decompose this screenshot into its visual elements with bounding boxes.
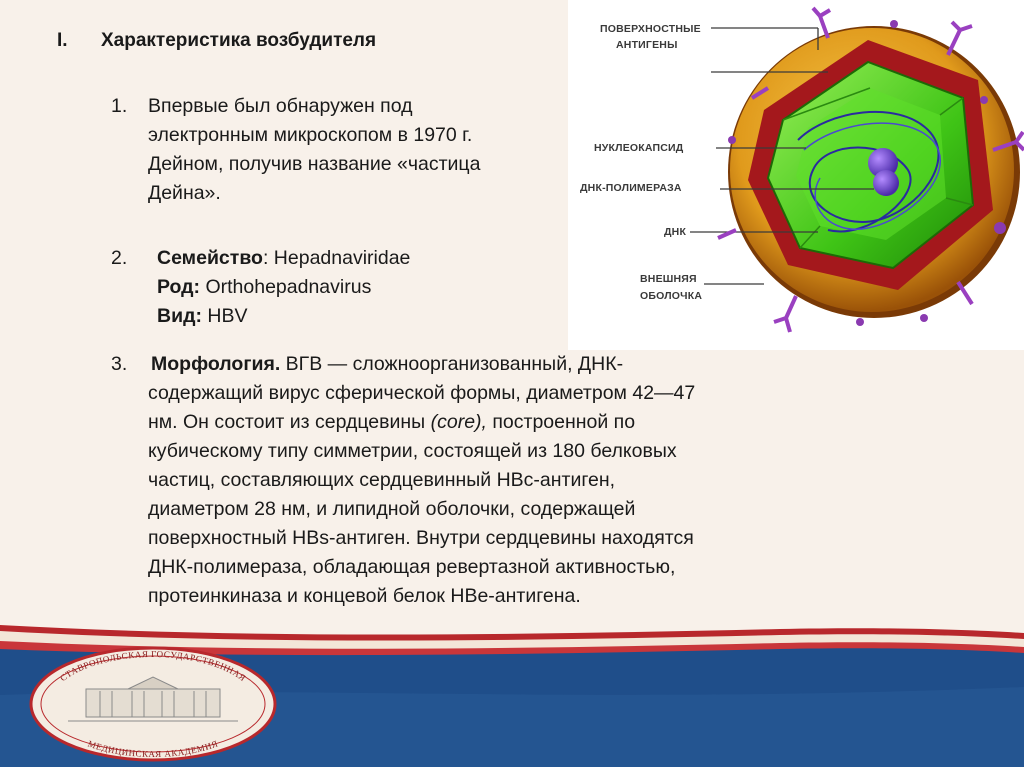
logo-top-text: СТАВРОПОЛЬСКАЯ ГОСУДАРСТВЕННАЯ	[58, 648, 248, 684]
morphology-title: Морфология.	[151, 353, 281, 375]
list-number: 2.	[111, 247, 128, 269]
text-line	[148, 350, 828, 379]
text-line: поверхностный HBs-антиген. Внутри сердцевины находятся	[148, 527, 694, 549]
morphology-text	[148, 350, 828, 611]
text-line	[148, 408, 828, 437]
label-nucleocapsid: НУКЛЕОКАПСИД	[594, 142, 684, 154]
text-line: Дейна».	[148, 182, 221, 204]
genus-label: Род:	[157, 276, 201, 298]
taxonomy-text	[157, 244, 410, 331]
text-line: протеинкиназа и концевой белок HBe-антигена.	[148, 585, 581, 607]
text-line: диаметром 28 нм, и липидной оболочки, содержащей	[148, 498, 636, 520]
family-line	[157, 244, 410, 273]
species-line	[157, 302, 410, 331]
species-label: Вид:	[157, 305, 202, 327]
academy-logo	[28, 645, 278, 763]
text-segment: нм. Он состоит из сердцевины	[148, 411, 431, 433]
text-line: Впервые был обнаружен под	[148, 95, 413, 117]
list-number: 1.	[111, 95, 128, 117]
label-envelope-1: ВНЕШНЯЯ	[640, 273, 697, 285]
label-surface-antigens-1: ПОВЕРХНОСТНЫЕ	[600, 23, 701, 35]
text-line: частиц, составляющих сердцевинный HBc-антиген,	[148, 469, 616, 491]
logo-bottom-text: МЕДИЦИНСКАЯ АКАДЕМИЯ	[86, 738, 220, 760]
text-segment: построенной по	[486, 411, 636, 433]
discovery-text	[148, 92, 568, 208]
section-number: I.	[57, 30, 68, 51]
virion-illustration	[568, 0, 1024, 350]
family-label: Семейство	[157, 247, 263, 269]
family-value: : Hepadnaviridae	[262, 247, 411, 269]
text-line: ДНК-полимераза, обладающая ревертазной активностью,	[148, 556, 676, 578]
genus-line	[157, 273, 410, 302]
section-title: Характеристика возбудителя	[101, 30, 377, 51]
species-value: HBV	[201, 305, 248, 327]
morphology-first-line: ВГВ — сложноорганизованный, ДНК-	[280, 353, 624, 375]
label-surface-antigens-2: АНТИГЕНЫ	[616, 39, 678, 51]
hbv-virion-diagram	[568, 0, 1024, 350]
text-line: кубическому типу симметрии, состоящей из 180 белковых	[148, 440, 677, 462]
label-dna-polymerase: ДНК-ПОЛИМЕРАЗА	[580, 182, 682, 194]
text-line: содержащий вирус сферической формы, диаметром 42—47	[148, 382, 696, 404]
list-number: 3.	[111, 353, 128, 375]
text-line: Дейном, получив название «частица	[148, 153, 481, 175]
text-line: электронным микроскопом в 1970 г.	[148, 124, 473, 146]
genus-value: Orthohepadnavirus	[200, 276, 372, 298]
section-heading	[57, 30, 376, 52]
academy-emblem	[28, 645, 278, 763]
core-italic: (core),	[430, 411, 487, 433]
label-dna: ДНК	[664, 226, 687, 238]
label-envelope-2: ОБОЛОЧКА	[640, 290, 703, 302]
